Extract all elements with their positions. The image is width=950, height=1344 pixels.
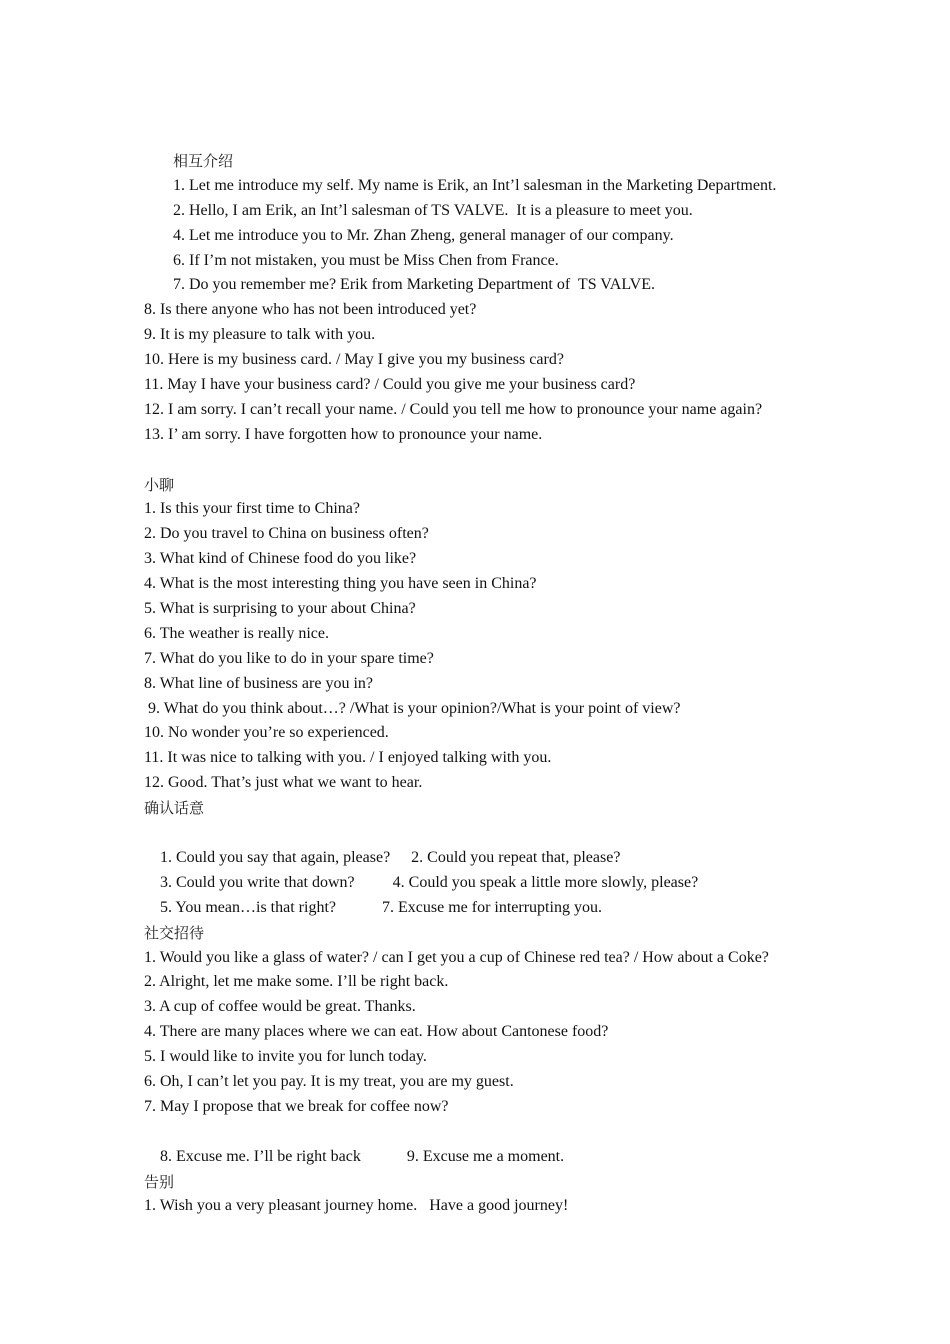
hosting-row [0,1120,950,1165]
intro-item: 6. If I’m not mistaken, you must be Miss Chen from France. [173,251,559,269]
smalltalk-item: 2. Do you travel to China on business often? [144,525,429,543]
section-heading-farewell: 告别 [144,1172,175,1191]
intro-item: 4. Let me introduce you to Mr. Zhan Zheng, general manager of our company. [173,226,674,244]
intro-item: 11. May I have your business card? / Could you give me your business card? [144,376,636,394]
confirm-item: 3. Could you write that down? [160,873,355,891]
spacer [0,448,950,473]
hosting-item: 4. There are many places where we can eat. How about Cantonese food? [144,1023,609,1041]
hosting-item: 1. Would you like a glass of water? / can I get you a cup of Chinese red tea? / How about a Coke? [144,948,769,966]
hosting-item: 2. Alright, let me make some. I’ll be right back. [144,973,449,991]
intro-item: 7. Do you remember me? Erik from Marketing Department of TS VALVE. [173,276,655,294]
intro-item: 8. Is there anyone who has not been introduced yet? [144,301,477,319]
hosting-item: 8. Excuse me. I’ll be right back [160,1147,361,1165]
smalltalk-item: 10. No wonder you’re so experienced. [144,724,389,742]
smalltalk-item: 4. What is the most interesting thing you have seen in China? [144,575,537,593]
confirm-item: 2. Could you repeat that, please? [411,848,621,866]
confirm-row [0,821,950,866]
hosting-item: 3. A cup of coffee would be great. Thanks. [144,998,416,1016]
section-heading-intro: 相互介绍 [173,152,234,170]
document-page [0,149,950,1219]
intro-item: 1. Let me introduce my self. My name is Erik, an Int’l salesman in the Marketing Department. [173,176,777,194]
smalltalk-item: 12. Good. That’s just what we want to hear. [144,774,423,792]
confirm-item: 7. Excuse me for interrupting you. [382,898,602,916]
smalltalk-item: 3. What kind of Chinese food do you like? [144,550,417,568]
section-heading-confirm: 确认话意 [144,799,205,818]
confirm-item: 5. You mean…is that right? [160,898,336,916]
section-heading-hosting: 社交招待 [144,923,205,942]
intro-item: 9. It is my pleasure to talk with you. [144,326,376,344]
section-heading-smalltalk: 小聊 [144,475,175,494]
farewell-item: 1. Wish you a very pleasant journey home. Have a good journey! [144,1197,569,1215]
intro-item: 10. Here is my business card. / May I give you my business card? [144,351,564,369]
intro-item: 12. I am sorry. I can’t recall your name. / Could you tell me how to pronounce your name again? [144,400,763,418]
confirm-item: 1. Could you say that again, please? [160,848,391,866]
hosting-item: 5. I would like to invite you for lunch today. [144,1048,427,1066]
smalltalk-item: 8. What line of business are you in? [144,674,373,692]
confirm-item: 4. Could you speak a little more slowly, please? [392,873,699,891]
smalltalk-item: 7. What do you like to do in your spare time? [144,649,434,667]
hosting-item: 9. Excuse me a moment. [406,1147,565,1165]
smalltalk-item: 5. What is surprising to your about China? [144,600,416,618]
intro-item: 2. Hello, I am Erik, an Int’l salesman of TS VALVE. It is a pleasure to meet you. [173,201,693,219]
smalltalk-item: 9. What do you think about…? /What is your opinion?/What is your point of view? [148,699,681,717]
hosting-item: 7. May I propose that we break for coffee now? [144,1097,449,1115]
smalltalk-item: 11. It was nice to talking with you. / I enjoyed talking with you. [144,749,552,767]
smalltalk-item: 1. Is this your first time to China? [144,500,360,518]
intro-item: 13. I’ am sorry. I have forgotten how to pronounce your name. [144,425,543,443]
hosting-item: 6. Oh, I can’t let you pay. It is my treat, you are my guest. [144,1072,514,1090]
smalltalk-item: 6. The weather is really nice. [144,624,329,642]
